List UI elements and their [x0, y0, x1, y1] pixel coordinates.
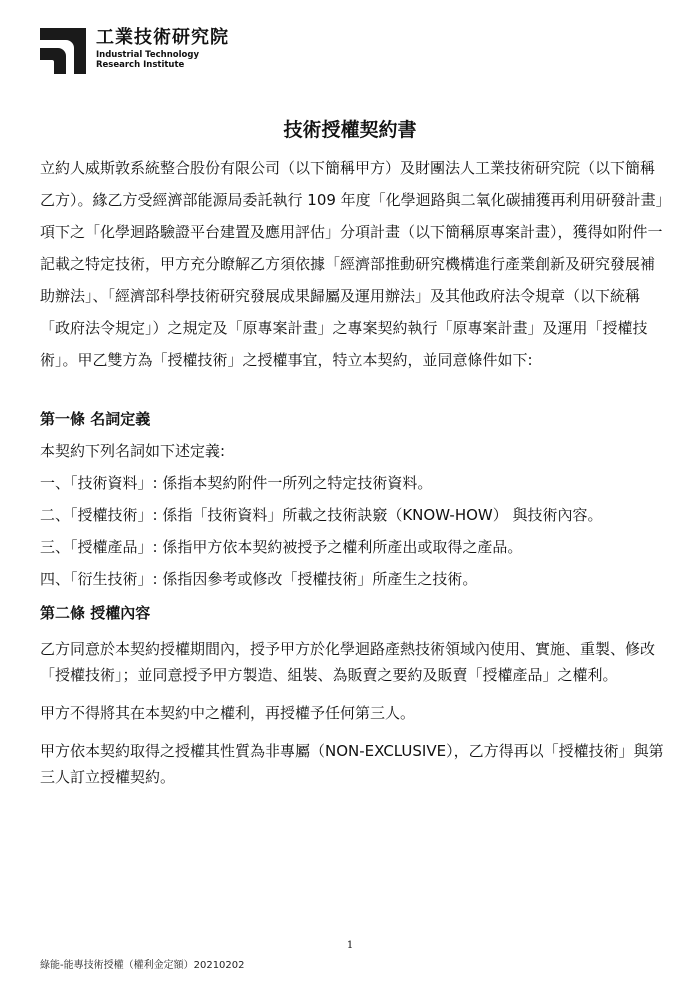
footer-doc-code: 綠能-能專技術授權（權利金定額）20210202 — [40, 960, 245, 971]
article1-heading: 第一條 名詞定義 — [40, 410, 151, 428]
document-body — [40, 152, 664, 790]
page-number: 1 — [346, 940, 354, 951]
definition-item: 一、「技術資料」: 係指本契約附件一所列之特定技術資料。 — [40, 474, 433, 492]
org-name-en-line2: Research Institute — [96, 60, 185, 70]
itri-logo-icon — [40, 28, 86, 74]
article2-paragraph: 乙方同意於本契約授權期間內，授予甲方於化學迴路產熱技術領域內使用、實施、重製、修改「授權技術」；並同意授予甲方製造、組裝、為販賣之要約及販賣「授權產品」之權利。 — [40, 640, 656, 684]
article2-paragraph: 甲方依本契約取得之授權其性質為非專屬（NON-EXCLUSIVE），乙方得再以「授權技術」與第三人訂立授權契約。 — [40, 742, 664, 786]
intro-paragraph: 立約人威斯敦系統整合股份有限公司（以下簡稱甲方）及財團法人工業技術研究院（以下簡稱乙方）。緣乙方受經濟部能源局委託執行 109 年度「化學迴路與二氧化碳捕獲再利用研發計畫」項下之「化學迴路驗證平台建置及應用評估」分項計畫（以下簡稱原專案計畫），獲得如附件一記載之特定技術，甲方充分瞭解乙方須依據「經濟部推動研究機構進行產業創新及研究發展補助辦法」、「經濟部科學技術研究發展成果歸屬及運用辦法」及其他政府法令規章（以下統稱「政府法令規定」）之規定及「原專案計畫」之專案契約執行「原專案計畫」及運用「授權技術」。甲乙雙方為「授權技術」之授權事宜，特立本契約，並同意條件如下: — [40, 159, 664, 369]
letterhead — [40, 28, 229, 74]
org-name-zh: 工業技術研究院 — [96, 27, 229, 48]
article2-heading: 第二條 授權內容 — [40, 604, 151, 622]
org-name-en-line1: Industrial Technology — [96, 50, 199, 60]
document-title: 技術授權契約書 — [283, 119, 417, 141]
definition-item: 四、「衍生技術」: 係指因參考或修改「授權技術」所產生之技術。 — [40, 570, 478, 588]
definition-item: 二、「授權技術」: 係指「技術資料」所載之技術訣竅（KNOW-HOW） 與技術內容。 — [40, 506, 603, 524]
article1-intro: 本契約下列名詞如下述定義: — [40, 442, 226, 460]
org-name — [96, 28, 229, 70]
definition-list — [40, 472, 664, 590]
definition-item: 三、「授權產品」: 係指甲方依本契約被授予之權利所產出或取得之產品。 — [40, 538, 523, 556]
article2-paragraph: 甲方不得將其在本契約中之權利，再授權予任何第三人。 — [40, 704, 416, 722]
